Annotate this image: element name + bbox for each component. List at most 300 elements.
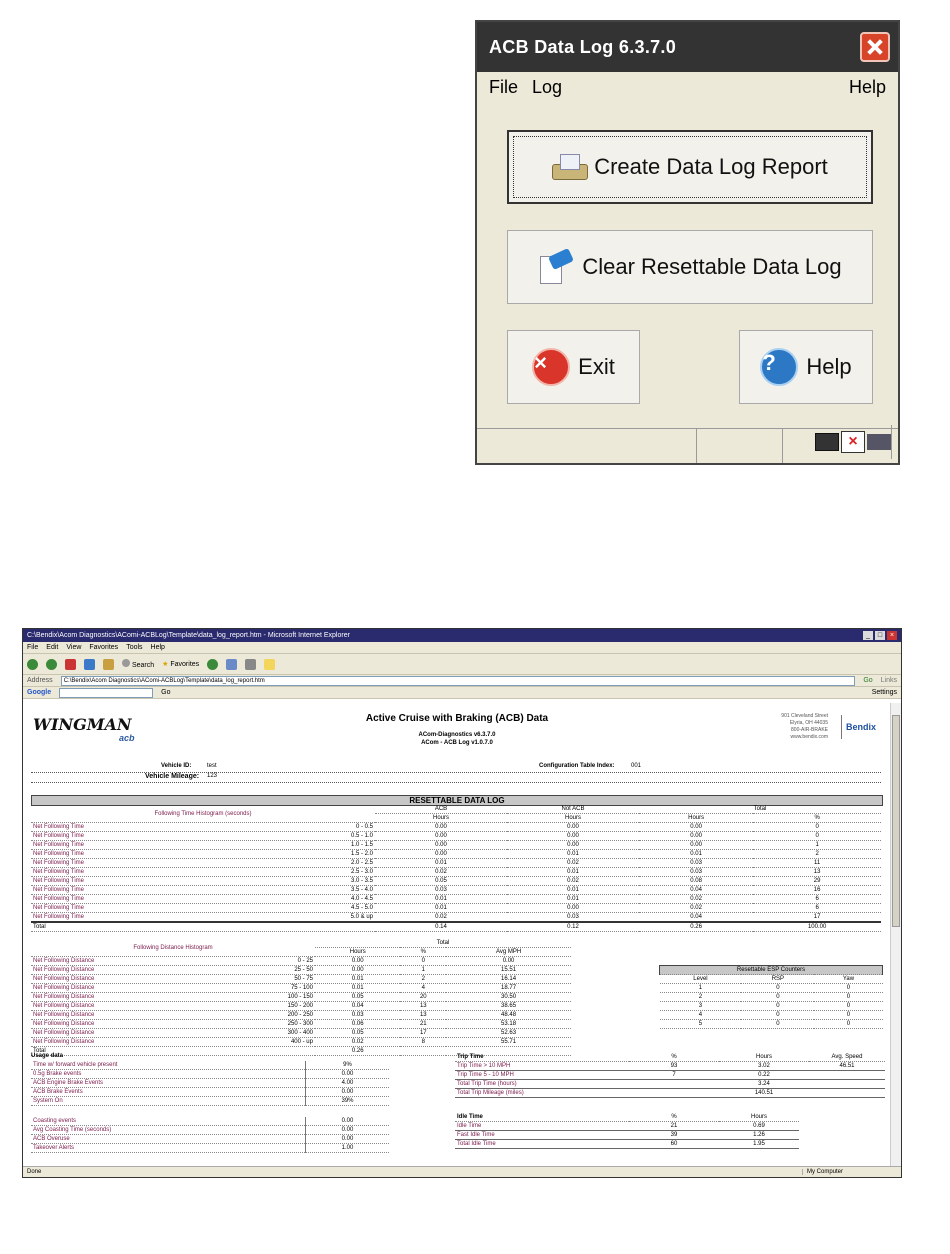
fdh-metric: Net Following Distance [33, 967, 95, 973]
minimize-icon[interactable]: _ [863, 631, 873, 640]
esp-row-cell: 0 [741, 984, 814, 993]
fth-cell: 2 [753, 850, 881, 859]
fth-metric: Net Following Time [33, 878, 85, 884]
fth-cell: 0.05 [375, 877, 507, 886]
idle-row-cell: Total Idle Time [455, 1140, 629, 1149]
fdh-row-label [31, 1038, 315, 1047]
fdh-row [31, 1020, 571, 1029]
forward-icon[interactable] [46, 659, 57, 670]
fth-cell: 11 [753, 859, 881, 868]
fdh-cell: 17 [400, 1029, 446, 1038]
fth-cell: 0.04 [639, 913, 753, 923]
connection-status [815, 425, 892, 459]
fdh-metric: Net Following Distance [33, 958, 95, 964]
fth-range: 4.0 - 4.5 [350, 896, 373, 902]
fdh-cell: 0.06 [315, 1020, 400, 1029]
usage-row [31, 1135, 389, 1144]
fth-cell: 0.02 [639, 904, 753, 913]
maximize-icon[interactable]: □ [875, 631, 885, 640]
fth-row [31, 859, 881, 868]
browser-status-bar [23, 1166, 901, 1177]
fth-cell: 29 [753, 877, 881, 886]
fdh-range: 400 - up [290, 1039, 313, 1045]
trip-row-cell: 7 [629, 1071, 719, 1080]
fdh-cell: 0.05 [315, 1029, 400, 1038]
fth-cell: 6 [753, 895, 881, 904]
fth-cell: 0.01 [375, 895, 507, 904]
fth-range: 3.5 - 4.0 [350, 887, 373, 893]
vehicle-mileage-label: Vehicle Mileage: [145, 773, 200, 780]
menu-file[interactable]: File [489, 76, 519, 97]
idle-time-table [455, 1113, 799, 1149]
trip-row-cell [809, 1080, 885, 1089]
fth-range: 0.5 - 1.0 [350, 833, 373, 839]
bendix-logo: Bendix [841, 715, 880, 739]
browser-menu-help[interactable]: Help [150, 644, 165, 651]
trip-row-cell: Total Trip Time (hours) [455, 1080, 629, 1089]
fdh-cell: 0 [400, 957, 446, 966]
fth-cell: 0.00 [507, 841, 639, 850]
fth-cell: 0.01 [375, 859, 507, 868]
fdh-cell: 21 [400, 1020, 446, 1029]
browser-menu-bar [23, 642, 901, 654]
esp-row-cell: 2 [660, 993, 742, 1002]
usage-table-2 [31, 1117, 389, 1153]
address-label: Address [27, 677, 53, 684]
esp-row-cell: 5 [660, 1020, 742, 1029]
usage-row-cell: Coasting events [31, 1117, 306, 1126]
star-icon: ★ [162, 661, 169, 668]
fdh-row-label [31, 957, 315, 966]
company-address [763, 713, 828, 741]
history-icon[interactable] [207, 659, 218, 670]
browser-menu-view[interactable]: View [66, 644, 82, 651]
go-button[interactable]: Go [863, 677, 873, 684]
fth-total-header: Total [639, 805, 881, 814]
trip-row-cell [809, 1071, 885, 1080]
idle-row [455, 1140, 799, 1149]
fth-cell: 0.01 [639, 850, 753, 859]
fdh-total-header: Total [315, 939, 571, 948]
fdh-cell: 0.02 [315, 1038, 400, 1047]
mail-icon[interactable] [226, 659, 237, 670]
fdh-title: Following Distance Histogram [31, 939, 315, 957]
trip-row-cell: Total Trip Mileage (miles) [455, 1089, 629, 1098]
address-input[interactable]: C:\Bendix\Acom Diagnostics\AComi-ACBLog\Template\data_log_report.htm [61, 676, 856, 686]
idle-title: Idle Time [455, 1113, 629, 1122]
fdh-cell: 48.48 [446, 1011, 571, 1020]
fdh-cell: 0.01 [315, 984, 400, 993]
address-line: www.bendix.com [790, 734, 828, 740]
vehicle-mileage-value: 123 [207, 773, 218, 779]
fth-total-label: Total [31, 922, 375, 932]
usage-row-cell: 39% [306, 1097, 390, 1106]
links-label[interactable]: Links [880, 677, 897, 684]
status-zone: My Computer [802, 1169, 897, 1175]
fth-total-cell: 0.12 [507, 922, 639, 932]
laptop-icon [815, 433, 839, 451]
fdh-cell: 0.03 [315, 1011, 400, 1020]
fth-row-label [31, 877, 375, 886]
esp-col-header: RSP [741, 975, 814, 984]
trip-row-cell: 46.51 [809, 1062, 885, 1071]
fth-pct-header: % [753, 814, 881, 823]
fth-cell: 0.01 [507, 886, 639, 895]
fth-cell: 0.04 [639, 886, 753, 895]
fdh-row-label [31, 975, 315, 984]
usage-row [31, 1097, 389, 1106]
fdh-cell: 0.00 [446, 957, 571, 966]
trip-hours-header: Hours [719, 1053, 809, 1062]
usage-row [31, 1070, 389, 1079]
search-label: Search [131, 662, 155, 669]
fdh-row [31, 966, 571, 975]
report-version-1: ACom-Diagnostics v6.3.7.0 [418, 732, 496, 738]
usage-row [31, 1079, 389, 1088]
fdh-cell: 53.18 [446, 1020, 571, 1029]
fdh-cell: 55.71 [446, 1038, 571, 1047]
acb-data-log-window [475, 20, 900, 465]
fdh-metric: Net Following Distance [33, 1039, 95, 1045]
usage-row [31, 1088, 389, 1097]
fth-cell: 17 [753, 913, 881, 923]
fdh-cell: 4 [400, 984, 446, 993]
fth-cell: 0.00 [375, 832, 507, 841]
fth-cell: 0.00 [375, 841, 507, 850]
fth-range: 5.0 & up [350, 914, 373, 920]
exit-x-icon: × [532, 348, 570, 386]
idle-row-cell: 21 [629, 1122, 719, 1131]
google-go-button[interactable]: Go [161, 689, 171, 696]
fth-row-label [31, 850, 375, 859]
fth-metric: Net Following Time [33, 860, 85, 866]
print-icon[interactable] [245, 659, 256, 670]
window-title: ACB Data Log 6.3.7.0 [489, 36, 677, 57]
fth-title: Following Time Histogram (seconds) [31, 805, 375, 823]
fth-row-label [31, 859, 375, 868]
trip-row-cell: 3.24 [719, 1080, 809, 1089]
fth-row [31, 886, 881, 895]
esp-row [660, 984, 883, 993]
fth-row [31, 850, 881, 859]
fth-cell: 0.00 [507, 904, 639, 913]
fdh-row [31, 1002, 571, 1011]
refresh-icon[interactable] [84, 659, 95, 670]
fdh-cell: 18.77 [446, 984, 571, 993]
fdh-metric: Net Following Distance [33, 1012, 95, 1018]
address-line: 901 Cleveland Street [781, 713, 828, 719]
google-search-input[interactable] [59, 688, 153, 698]
browser-menu-file[interactable]: File [27, 644, 39, 651]
trip-avg-header: Avg. Speed [809, 1053, 885, 1062]
search-button[interactable] [122, 659, 154, 669]
usage-row-cell: 4.00 [306, 1079, 390, 1088]
trip-row-cell: Trip Time > 10 MPH [455, 1062, 629, 1071]
fth-range: 2.0 - 2.5 [350, 860, 373, 866]
exit-button[interactable] [507, 330, 640, 404]
title-bar [477, 22, 898, 72]
clear-resettable-data-log-button[interactable] [507, 230, 873, 304]
fth-cell: 0.02 [639, 895, 753, 904]
fth-total-row [31, 922, 881, 932]
fdh-range: 100 - 150 [287, 994, 313, 1000]
fth-metric: Net Following Time [33, 905, 85, 911]
fth-cell: 16 [753, 886, 881, 895]
fth-range: 0 - 0.5 [355, 824, 373, 830]
fth-cell: 13 [753, 868, 881, 877]
fdh-row-label [31, 966, 315, 975]
esp-col-header: Yaw [814, 975, 882, 984]
fdh-row [31, 957, 571, 966]
fth-notacb-header: Not ACB [507, 805, 639, 814]
fth-cell: 0 [753, 832, 881, 841]
fth-metric: Net Following Time [33, 851, 85, 857]
idle-row-cell: 60 [629, 1140, 719, 1149]
fdh-metric: Net Following Distance [33, 1021, 95, 1027]
esp-rows [660, 984, 883, 1029]
fdh-metric: Net Following Distance [33, 976, 95, 982]
fth-cell: 0.03 [639, 868, 753, 877]
fth-cell: 0.02 [375, 913, 507, 923]
fdh-cell: 20 [400, 993, 446, 1002]
fth-cell: 1 [753, 841, 881, 850]
browser-toolbar [23, 654, 901, 675]
fdh-metric: Net Following Distance [33, 1030, 95, 1036]
fth-acb-header: ACB [375, 805, 507, 814]
trip-pct-header: % [629, 1053, 719, 1062]
trip-row-cell: Trip Time 5 - 10 MPH [455, 1071, 629, 1080]
esp-row-cell: 0 [814, 993, 882, 1002]
trip-title: Trip Time [455, 1053, 629, 1062]
idle-row [455, 1122, 799, 1131]
usage-row [31, 1144, 389, 1153]
fdh-range: 150 - 200 [287, 1003, 313, 1009]
esp-title: Resettable ESP Counters [660, 966, 883, 975]
fdh-row-label [31, 1011, 315, 1020]
fdh-row-label [31, 1020, 315, 1029]
address-bar [23, 675, 901, 687]
trip-row-cell: 140.51 [719, 1089, 809, 1098]
idle-row-cell: Fast Idle Time [455, 1131, 629, 1140]
folder-icon[interactable] [264, 659, 275, 670]
browser-close-icon[interactable]: × [887, 631, 897, 640]
usage-row-cell: Avg Coasting Time (seconds) [31, 1126, 306, 1135]
google-logo: Google [27, 689, 52, 696]
trip-row [455, 1080, 885, 1089]
trip-time-table [455, 1053, 885, 1098]
idle-row-cell: 39 [629, 1131, 719, 1140]
trip-row [455, 1071, 885, 1080]
fdh-pct-header: % [400, 948, 446, 957]
idle-hours-header: Hours [719, 1113, 799, 1122]
fdh-range: 0 - 25 [297, 958, 313, 964]
help-button[interactable] [739, 330, 873, 404]
fth-row [31, 895, 881, 904]
fth-cell: 0.03 [507, 913, 639, 923]
esp-row-cell: 0 [741, 1020, 814, 1029]
trip-row-cell: 93 [629, 1062, 719, 1071]
idle-row-cell: 0.69 [719, 1122, 799, 1131]
browser-menu-favorites[interactable]: Favorites [89, 644, 119, 651]
status-done: Done [27, 1169, 42, 1175]
fth-metric: Net Following Time [33, 887, 85, 893]
close-icon[interactable] [860, 32, 890, 62]
report-version-2: ACom - ACB Log v1.0.7.0 [421, 740, 493, 746]
fth-row [31, 868, 881, 877]
fdh-row [31, 984, 571, 993]
fth-cell: 0.00 [639, 841, 753, 850]
esp-row [660, 1002, 883, 1011]
menu-help[interactable]: Help [848, 76, 886, 97]
usage-row-cell: ACB Engine Brake Events [31, 1079, 306, 1088]
back-icon[interactable] [27, 659, 38, 670]
report-page [23, 703, 891, 1167]
esp-row-cell: 0 [741, 1002, 814, 1011]
browser-menu-edit[interactable]: Edit [46, 644, 59, 651]
idle-row-cell: Idle Time [455, 1122, 629, 1131]
fth-range: 4.5 - 5.0 [350, 905, 373, 911]
fth-row [31, 832, 881, 841]
fdh-range: 75 - 100 [290, 985, 313, 991]
fth-cell: 0.00 [507, 823, 639, 832]
acb-logo: acb [119, 733, 135, 743]
browser-menu-tools[interactable]: Tools [126, 644, 143, 651]
trip-row [455, 1062, 885, 1071]
esp-row [660, 1011, 883, 1020]
fdh-range: 25 - 50 [294, 967, 313, 973]
fdh-row [31, 1038, 571, 1047]
fdh-total-value: 0.26 [315, 1047, 400, 1056]
fth-row [31, 904, 881, 913]
fdh-cell: 1 [400, 966, 446, 975]
esp-counters-table [659, 965, 883, 1029]
fth-cell: 0.00 [375, 850, 507, 859]
fth-row-label [31, 904, 375, 913]
fdh-row-label [31, 984, 315, 993]
google-settings[interactable]: Settings [871, 689, 897, 696]
menu-log[interactable]: Log [532, 76, 563, 97]
following-time-table [31, 805, 881, 932]
status-pane-2 [697, 429, 783, 463]
fth-cell: 0.00 [639, 823, 753, 832]
fdh-range: 250 - 300 [287, 1021, 313, 1027]
fdh-metric: Net Following Distance [33, 985, 95, 991]
usage-row-cell: Time w/ forward vehicle present [31, 1061, 306, 1070]
fth-row-label [31, 895, 375, 904]
fdh-metric: Net Following Distance [33, 994, 95, 1000]
fdh-cell: 30.50 [446, 993, 571, 1002]
fth-hours-header: Hours [507, 814, 639, 823]
scroll-thumb[interactable] [892, 715, 900, 927]
idle-pct-header: % [629, 1113, 719, 1122]
fdh-cell: 38.65 [446, 1002, 571, 1011]
vehicle-info-row-1 [31, 763, 881, 773]
fdh-hours-header: Hours [315, 948, 400, 957]
favorites-button[interactable] [162, 660, 199, 668]
vertical-scrollbar[interactable] [890, 703, 901, 1167]
following-distance-table [31, 939, 571, 1056]
fth-metric: Net Following Time [33, 833, 85, 839]
usage-row [31, 1117, 389, 1126]
usage-row-cell: ACB Brake Events [31, 1088, 306, 1097]
esp-row-cell: 4 [660, 1011, 742, 1020]
usage-table [31, 1061, 389, 1106]
fdh-cell: 0.01 [315, 975, 400, 984]
report-subtitle [23, 731, 891, 747]
home-icon[interactable] [103, 659, 114, 670]
usage-row-cell: 0.00 [306, 1088, 390, 1097]
browser-title: C:\Bendix\Acom Diagnostics\AComi-ACBLog\Template\data_log_report.htm - Microsoft Internet Explorer [27, 632, 350, 639]
fth-metric: Net Following Time [33, 824, 85, 830]
fdh-row-label [31, 993, 315, 1002]
usage-title: Usage data [31, 1053, 64, 1059]
fdh-cell: 13 [400, 1011, 446, 1020]
esp-row-cell: 3 [660, 1002, 742, 1011]
esp-row-cell: 1 [660, 984, 742, 993]
fth-metric: Net Following Time [33, 869, 85, 875]
fdh-row-label [31, 1029, 315, 1038]
search-icon [122, 659, 130, 667]
address-line: 800-AIR-BRAKE [791, 727, 828, 733]
usage-row-cell: 0.00 [306, 1135, 390, 1144]
fth-row [31, 841, 881, 850]
fth-range: 1.5 - 2.0 [350, 851, 373, 857]
fdh-cell: 0.00 [315, 966, 400, 975]
fdh-row-label [31, 1002, 315, 1011]
idle-row [455, 1131, 799, 1140]
fth-cell: 0.01 [507, 868, 639, 877]
usage-row-cell: 9% [306, 1061, 390, 1070]
report-title: Active Cruise with Braking (ACB) Data [365, 713, 549, 724]
fdh-range: 300 - 400 [287, 1030, 313, 1036]
trip-row-cell: 3.02 [719, 1062, 809, 1071]
fdh-total-label: Total [31, 1047, 315, 1056]
fth-row-label [31, 868, 375, 877]
fth-cell: 0.00 [639, 832, 753, 841]
fth-cell: 0.08 [639, 877, 753, 886]
create-data-log-report-button[interactable] [507, 130, 873, 204]
fdh-cell: 0.05 [315, 993, 400, 1002]
trip-row-cell: 0.22 [719, 1071, 809, 1080]
usage-row-cell: 0.00 [306, 1070, 390, 1079]
usage-row [31, 1061, 389, 1070]
fdh-cell: 0.00 [315, 957, 400, 966]
printer-icon [552, 154, 586, 180]
favorites-label: Favorites [170, 661, 200, 668]
idle-row-cell: 1.95 [719, 1140, 799, 1149]
exit-label: Exit [578, 354, 615, 379]
help-label: Help [806, 354, 852, 379]
stop-icon[interactable] [65, 659, 76, 670]
usage-row-cell: 0.5g Brake events [31, 1070, 306, 1079]
fdh-rows [31, 957, 571, 1047]
fth-cell: 0.01 [375, 904, 507, 913]
fth-row [31, 877, 881, 886]
browser-window [22, 628, 902, 1178]
fth-range: 3.0 - 3.5 [350, 878, 373, 884]
google-toolbar [23, 687, 901, 699]
fdh-avg-header: Avg MPH [446, 948, 571, 957]
truck-icon [867, 434, 891, 450]
fdh-cell: 52.63 [446, 1029, 571, 1038]
fdh-cell: 8 [400, 1038, 446, 1047]
fth-row [31, 913, 881, 923]
usage-row [31, 1126, 389, 1135]
trip-row-cell [629, 1080, 719, 1089]
idle-row-cell: 1.26 [719, 1131, 799, 1140]
fdh-row [31, 975, 571, 984]
usage-row-cell: 1.00 [306, 1144, 390, 1153]
